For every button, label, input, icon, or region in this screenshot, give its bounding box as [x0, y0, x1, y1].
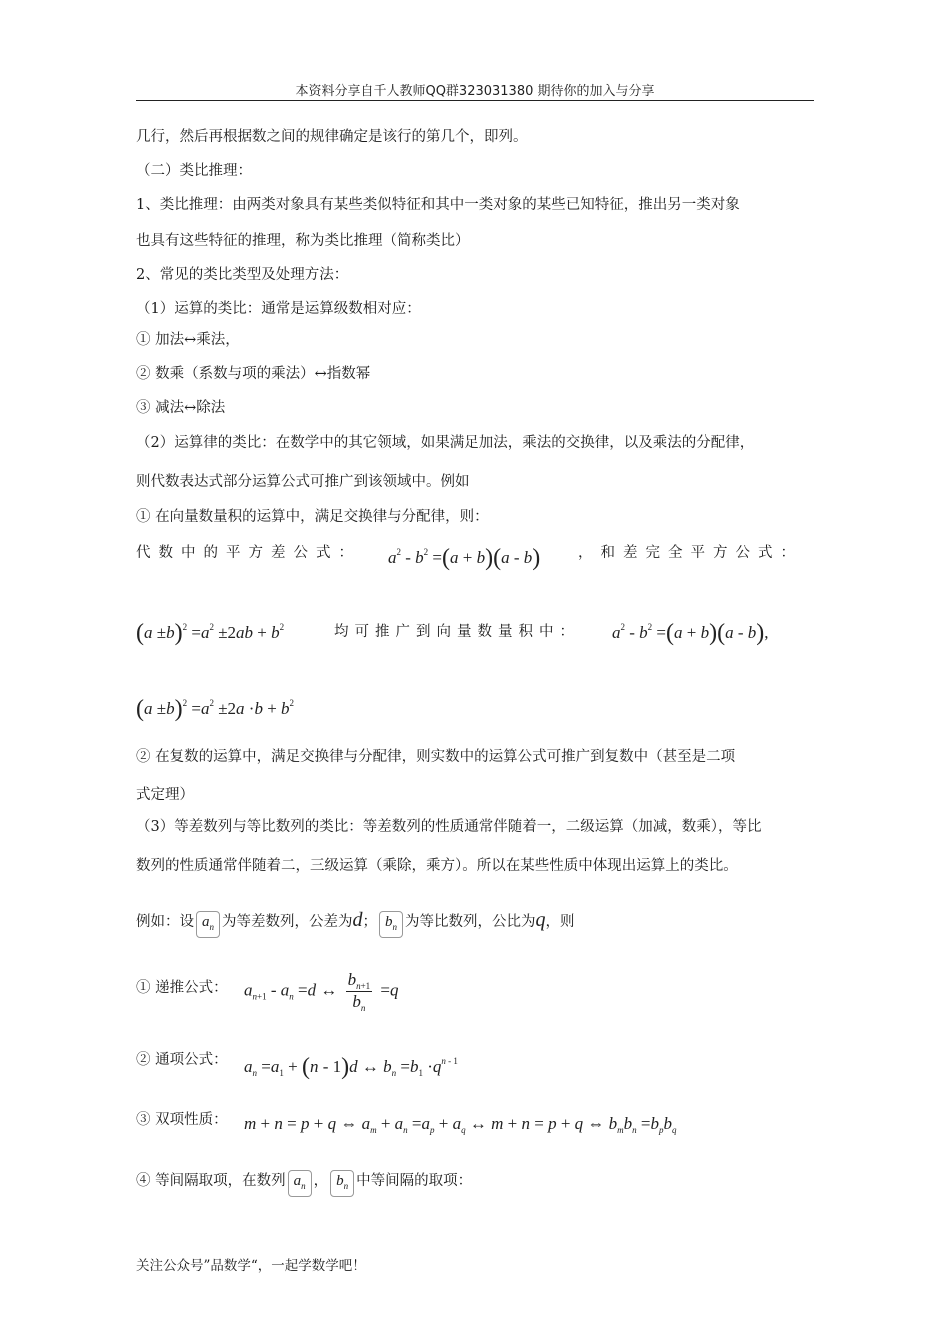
- example-line: [136, 910, 575, 938]
- definition-line-2: 也具有这些特征的推理，称为类比推理（简称类比）: [136, 233, 470, 249]
- sequence-b-symbol: $b_n$: [379, 911, 403, 938]
- header-rule: [136, 100, 814, 101]
- two-term-property-formula: m + n = p + q ⇔ $a_m + a_n =a_p + a_q$ ↔ m + n = p + q ⇔ $b_mb_n =b_pb_q$: [244, 1114, 677, 1135]
- vector-square-of-sum: $(a \pm b)^2 =a^2 \pm 2a \cdot b + b^2$: [136, 696, 295, 722]
- difference-of-squares-formula: $a^2 - b^2 =(a + b)(a - b)$: [388, 545, 541, 571]
- vector-difference-of-squares: $a^2 - b^2 =(a + b)(a - b)$,: [612, 620, 769, 646]
- property-1-label: ① 递推公式：: [136, 980, 228, 996]
- formula-intro: 代数中的平方差公式：: [136, 545, 361, 561]
- formula-push-text: 均可推广到向量数量积中：: [334, 624, 580, 640]
- sequence-b-symbol: $b_n$: [330, 1170, 354, 1197]
- sequence-a-symbol: $a_n$: [288, 1170, 312, 1197]
- example-text-c: ；: [362, 914, 377, 930]
- example-text-a: 例如：设: [136, 914, 194, 930]
- type2-item-1: ① 在向量数量积的运算中，满足交换律与分配律，则：: [136, 509, 489, 525]
- type2-line-2: 则代数表达式部分运算公式可推广到该领域中。例如: [136, 474, 470, 490]
- common-difference-symbol: d: [352, 909, 363, 931]
- type2-item-2-line-1: ② 在复数的运算中，满足交换律与分配律，则实数中的运算公式可推广到复数中（甚至是二项: [136, 749, 736, 765]
- type1-title: （1）运算的类比：通常是运算级数相对应：: [136, 301, 421, 317]
- type2-line-1: （2）运算律的类比：在数学中的其它领域，如果满足加法，乘法的交换律，以及乘法的分配律，: [136, 435, 755, 451]
- example-text-b: 为等差数列，公差为: [222, 914, 353, 930]
- common-ratio-symbol: q: [535, 909, 546, 931]
- property-4-line: [136, 1170, 472, 1197]
- types-title: 2、常见的类比类型及处理方法：: [136, 267, 349, 283]
- example-text-e: ，则: [545, 914, 575, 930]
- type1-item-1: ① 加法↔乘法，: [136, 332, 240, 348]
- type3-line-2: 数列的性质通常伴随着二，三级运算（乘除，乘方）。所以在某些性质中体现出运算上的类比。: [136, 858, 738, 874]
- page-footer: 关注公众号”品数学“，一起学数学吧！: [136, 1258, 366, 1274]
- type3-line-1: （3）等差数列与等比数列的类比：等差数列的性质通常伴随着一，二级运算（加减，数乘），等比: [136, 819, 762, 835]
- general-term-formula: $a_n =a_1 + (n - 1)d$ ↔ $b_n =b_1 \cdot q^{n - 1}$: [244, 1054, 458, 1080]
- type1-item-2: ② 数乘（系数与项的乘法）↔指数幂: [136, 366, 371, 382]
- paragraph-line: 几行，然后再根据数之间的规律确定是该行的第几个，即列。: [136, 129, 528, 145]
- page-header: 本资料分享自千人教师QQ群323031380 期待你的加入与分享: [295, 84, 655, 99]
- recursive-formula: $a_{n+1} - a_n =d$ ↔ $\frac{b_{n+1}}{b_n}$ =q: [244, 970, 399, 1013]
- example-text-d: 为等比数列，公比为: [405, 914, 536, 930]
- definition-line-1: 1、类比推理：由两类对象具有某些类似特征和其中一类对象的某些已知特征，推出另一类对象: [136, 197, 740, 213]
- property-4-text-b: ，: [313, 1173, 329, 1189]
- formula-mid-text: ，和差完全平方公式：: [578, 545, 803, 561]
- square-of-sum-formula: $(a \pm b)^2 =a^2 \pm 2ab + b^2$: [136, 620, 285, 646]
- property-3-label: ③ 双项性质：: [136, 1112, 228, 1128]
- property-4-text-c: 中等间隔的取项：: [356, 1173, 473, 1189]
- sequence-a-symbol: $a_n$: [196, 911, 220, 938]
- property-4-text-a: ④ 等间隔取项，在数列: [136, 1173, 286, 1189]
- property-2-label: ② 通项公式：: [136, 1052, 228, 1068]
- type1-item-3: ③ 减法↔除法: [136, 400, 226, 416]
- section-title: （二）类比推理：: [136, 163, 252, 179]
- type2-item-2-line-2: 式定理）: [136, 787, 194, 803]
